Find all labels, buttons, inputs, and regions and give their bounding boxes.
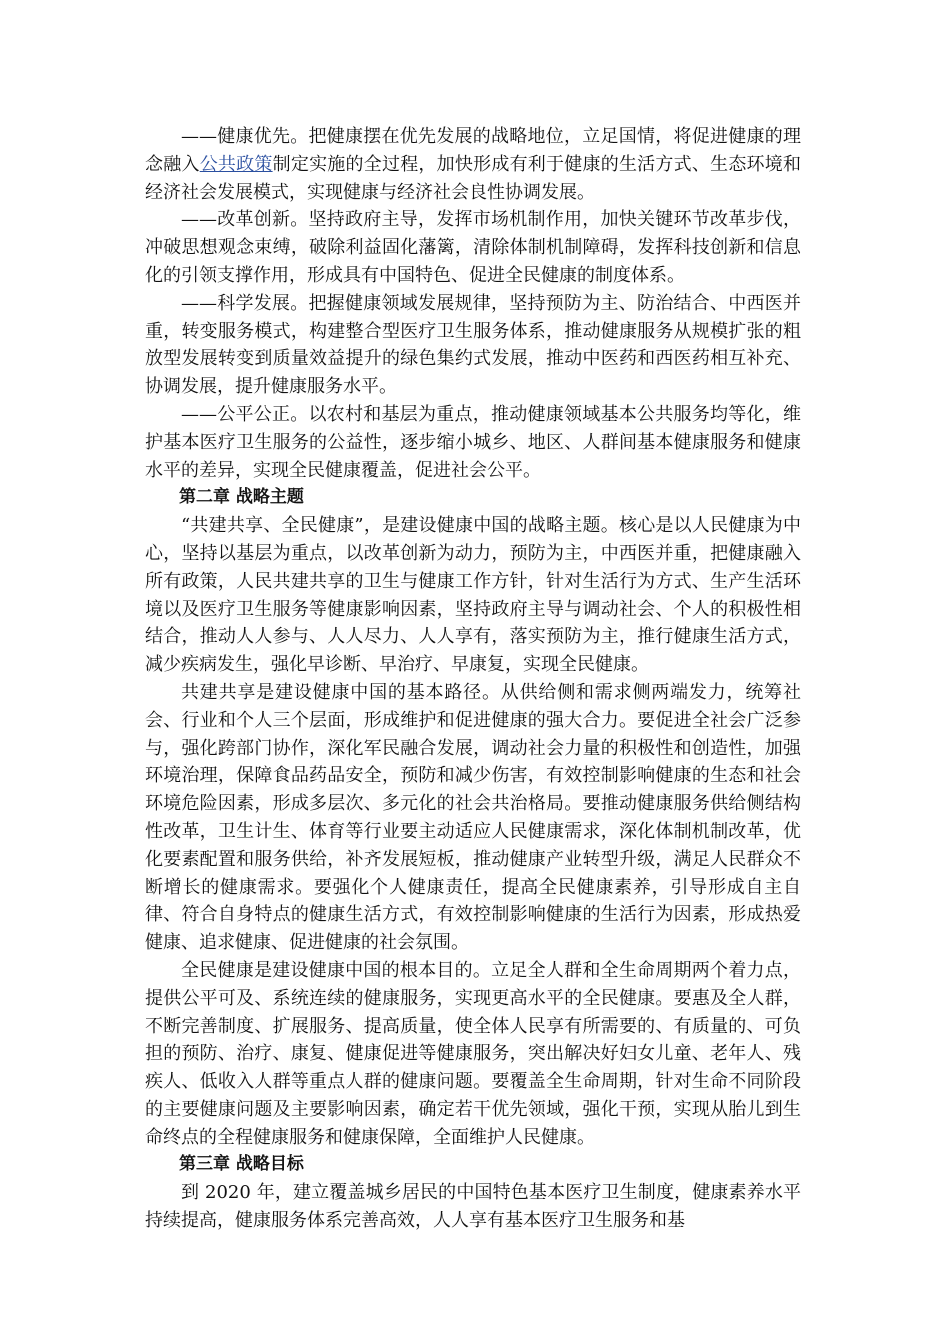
chapter-2-heading: 第二章 战略主题 (179, 487, 304, 508)
document-page (145, 123, 801, 1235)
paragraph-text: ——健康优先。把健康摆在优先发展的战略地位，立足国情，将促进健康的理念融入 (145, 126, 801, 175)
public-policy-link[interactable]: 公共政策 (199, 153, 273, 175)
paragraph-reform-innovation: ——改革创新。坚持政府主导，发挥市场机制作用，加快关键环节改革步伐，冲破思想观念束缚，破除利益固化藩篱，清除体制机制障碍，发挥科技创新和信息化的引领支撑作用，形成具有中国特色、促进全民健康的制度体系。 (145, 209, 801, 286)
chapter-3-heading: 第三章 战略目标 (179, 1154, 304, 1175)
paragraph-health-priority (145, 123, 801, 206)
paragraph-scientific-development: ——科学发展。把握健康领域发展规律，坚持预防为主、防治结合、中西医并重，转变服务模式，构建整合型医疗卫生服务体系，推动健康服务从规模扩张的粗放型发展转变到质量效益提升的绿色集约式发展，推动中医药和西医药相互补充、协调发展，提升健康服务水平。 (145, 292, 801, 398)
paragraph-text: 制定实施的全过程，加快形成有利于健康的生活方式、生态环境和经济社会发展模式，实现健康与经济社会良性协调发展。 (145, 153, 802, 203)
paragraph-2020-goals: 到 2020 年，建立覆盖城乡居民的中国特色基本医疗卫生制度，健康素养水平持续提高，健康服务体系完善高效，人人享有基本医疗卫生服务和基 (145, 1182, 801, 1232)
paragraph-health-for-all: 全民健康是建设健康中国的根本目的。立足全人群和全生命周期两个着力点，提供公平可及、系统连续的健康服务，实现更高水平的全民健康。要惠及全人群，不断完善制度、扩展服务、提高质量，使全体人民享有所需要的、有质量的、可负担的预防、治疗、康复、健康促进等健康服务，突出解决好妇女儿童、老年人、残疾人、低收入人群等重点人群的健康问题。要覆盖全生命周期，针对生命不同阶段的主要健康问题及主要影响因素，确定若干优先领域，强化干预，实现从胎儿到生命终点的全程健康服务和健康保障，全面维护人民健康。 (145, 959, 801, 1148)
paragraph-strategic-theme: “共建共享、全民健康”，是建设健康中国的战略主题。核心是以人民健康为中心，坚持以基层为重点，以改革创新为动力，预防为主，中西医并重，把健康融入所有政策，人民共建共享的卫生与健康工作方针，针对生活行为方式、生产生活环境以及医疗卫生服务等健康影响因素，坚持政府主导与调动社会、个人的积极性相结合，推动人人参与、人人尽力、人人享有，落实预防为主，推行健康生活方式，减少疾病发生，强化早诊断、早治疗、早康复，实现全民健康。 (145, 515, 801, 676)
paragraph-fairness-justice: ——公平公正。以农村和基层为重点，推动健康领域基本公共服务均等化，维护基本医疗卫生服务的公益性，逐步缩小城乡、地区、人群间基本健康服务和健康水平的差异，实现全民健康覆盖，促进社会公平。 (145, 403, 801, 481)
paragraph-co-building-sharing: 共建共享是建设健康中国的基本路径。从供给侧和需求侧两端发力，统筹社会、行业和个人三个层面，形成维护和促进健康的强大合力。要促进全社会广泛参与，强化跨部门协作，深化军民融合发展，调动社会力量的积极性和创造性，加强环境治理，保障食品药品安全，预防和减少伤害，有效控制影响健康的生态和社会环境危险因素，形成多层次、多元化的社会共治格局。要推动健康服务供给侧结构性改革，卫生计生、体育等行业要主动适应人民健康需求，深化体制机制改革，优化要素配置和服务供给，补齐发展短板，推动健康产业转型升级，满足人民群众不断增长的健康需求。要强化个人健康责任，提高全民健康素养，引导形成自主自律、符合自身特点的健康生活方式，有效控制影响健康的生活行为因素，形成热爱健康、追求健康、促进健康的社会氛围。 (145, 681, 801, 954)
